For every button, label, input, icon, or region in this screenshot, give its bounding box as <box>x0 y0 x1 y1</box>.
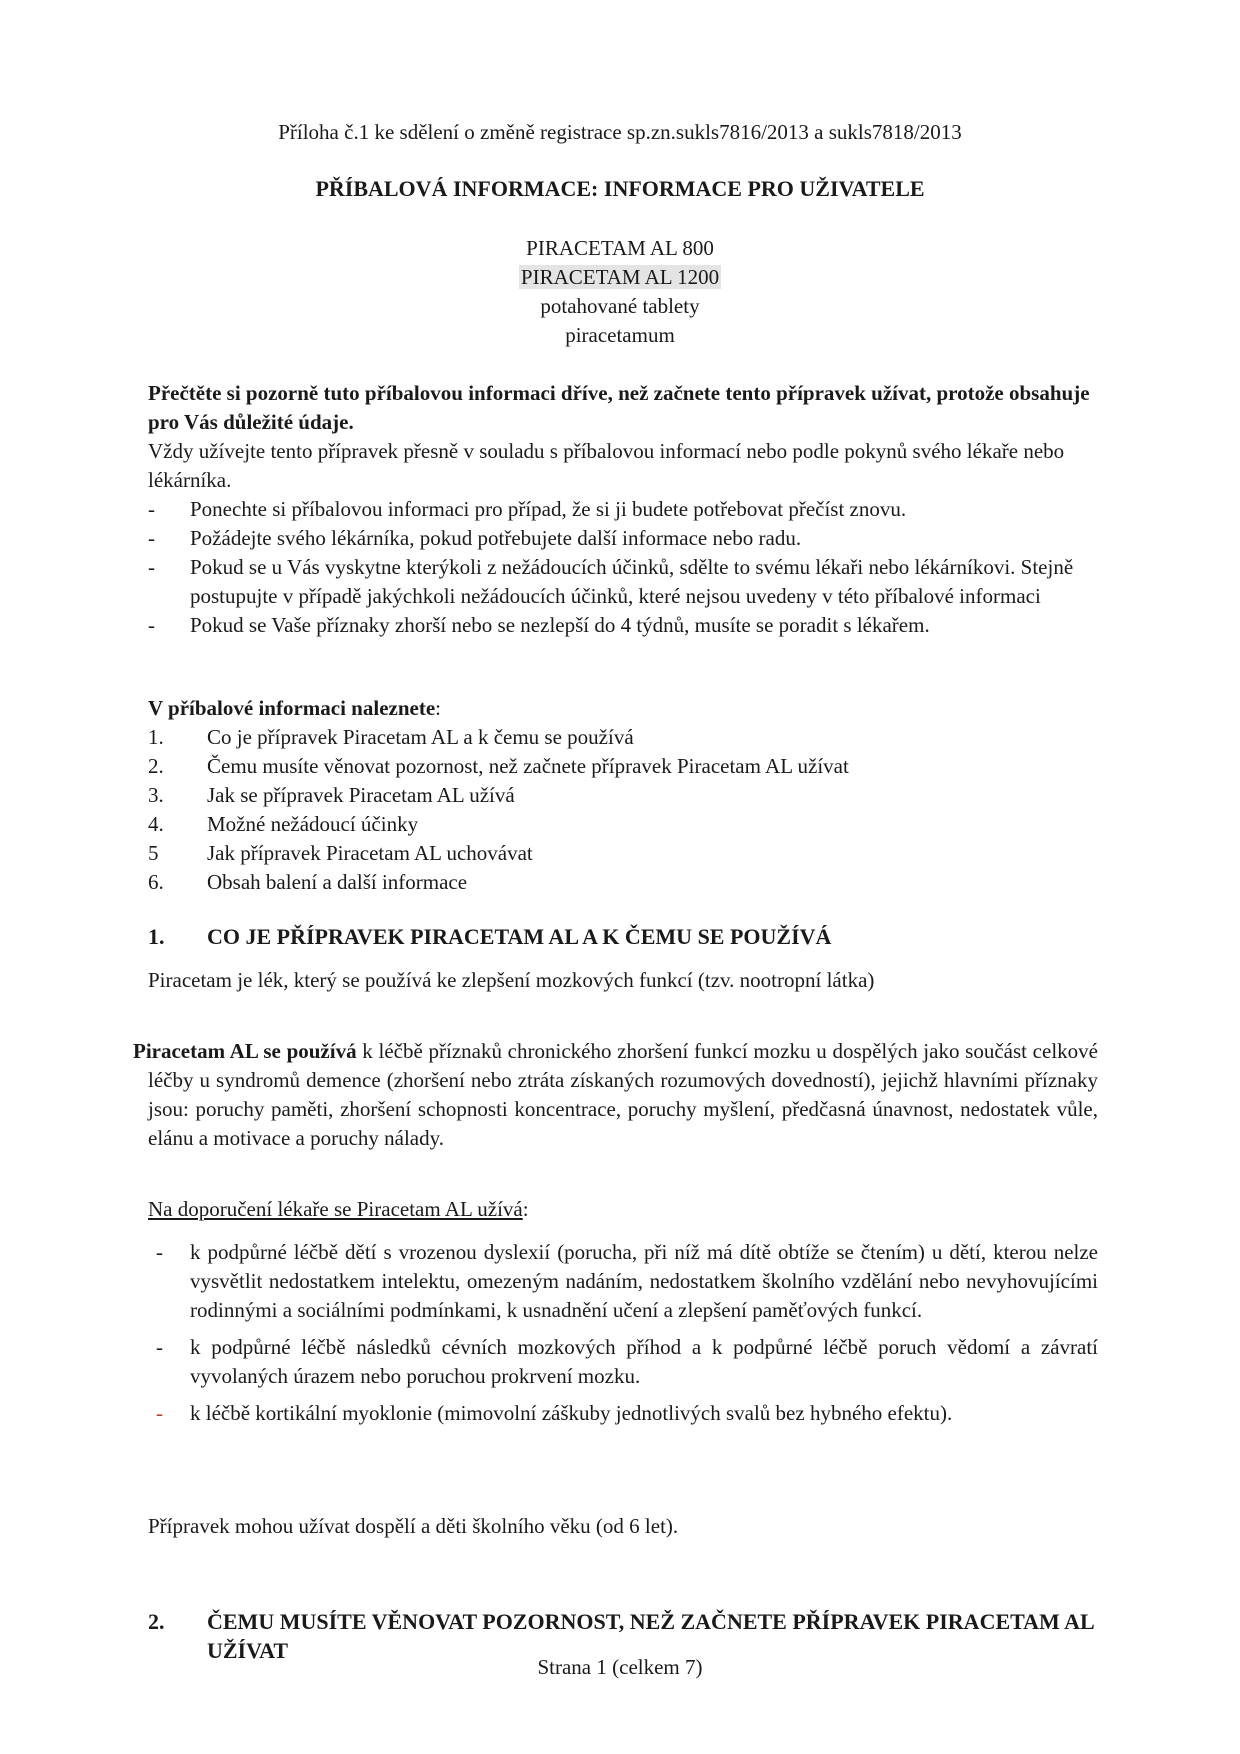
recommendation-bullet: - k podpůrné léčbě následků cévních mozkových příhod a k podpůrné léčbě poruch vědomí a závratí vyvolaných úrazem nebo poruchou prokrvení mozku. <box>156 1335 1098 1388</box>
toc-item: 3. Jak se přípravek Piracetam AL užívá <box>148 783 515 807</box>
recommendation-list <box>148 1238 1098 1428</box>
product-form: potahované tablety <box>540 294 700 318</box>
intro-bullet: - Ponechte si příbalovou informaci pro případ, že si ji budete potřebovat přečíst znovu. <box>148 497 907 521</box>
section-1-usage <box>133 1037 1098 1153</box>
toc-item: 4. Možné nežádoucí účinky <box>148 812 419 836</box>
toc-item: 2. Čemu musíte věnovat pozornost, než začnete přípravek Piracetam AL užívat <box>148 754 849 778</box>
attachment-line: Příloha č.1 ke sdělení o změně registrace sp.zn.sukls7816/2013 a sukls7818/2013 <box>278 120 962 144</box>
intro-instruction: Vždy užívejte tento přípravek přesně v souladu s příbalovou informací nebo podle pokynů svého lékaře nebo lékárníka. <box>148 439 1065 492</box>
age-note: Přípravek mohou užívat dospělí a děti školního věku (od 6 let). <box>148 1514 679 1538</box>
usage-lead: Piracetam AL se používá <box>133 1039 357 1063</box>
intro-warning: Přečtěte si pozorně tuto příbalovou informaci dříve, než začnete tento přípravek užívat, protože obsahuje pro Vás důležité údaje. <box>148 381 1090 434</box>
document-title: PŘÍBALOVÁ INFORMACE: INFORMACE PRO UŽIVATELE <box>315 176 925 201</box>
section-1-heading: 1. CO JE PŘÍPRAVEK PIRACETAM AL A K ČEMU SE POUŽÍVÁ <box>148 924 832 949</box>
section-1-intro: Piracetam je lék, který se používá ke zlepšení mozkových funkcí (tzv. nootropní látka) <box>148 968 875 992</box>
product-block <box>0 234 1240 350</box>
page-number: Strana 1 (celkem 7) <box>537 1655 703 1679</box>
toc-item: 1. Co je přípravek Piracetam AL a k čemu se používá <box>148 725 634 749</box>
recommendation-bullet: - k léčbě kortikální myoklonie (mimovolní záškuby jednotlivých svalů bez hybného efektu). <box>156 1401 953 1425</box>
recommendation-label: Na doporučení lékaře se Piracetam AL užívá: <box>148 1197 529 1221</box>
product-name-800: PIRACETAM AL 800 <box>526 236 714 260</box>
toc-block <box>148 694 1098 897</box>
intro-bullet: - Pokud se Vaše příznaky zhorší nebo se nezlepší do 4 týdnů, musíte se poradit s lékařem. <box>148 613 930 637</box>
toc-heading: V příbalové informaci naleznete: <box>148 696 441 720</box>
product-substance: piracetamum <box>565 323 675 347</box>
intro-block <box>148 379 1098 640</box>
intro-bullet: - Pokud se u Vás vyskytne kterýkoli z nežádoucích účinků, sdělte to svému lékaři nebo lékárníkovi. Stejně postupujte v případě jakýchkoli nežádoucích účinků, které nejsou uvedeny v této příbalové informaci <box>148 555 1074 608</box>
product-name-1200: PIRACETAM AL 1200 <box>520 265 720 289</box>
recommendation-bullet: - k podpůrné léčbě dětí s vrozenou dyslexií (porucha, při níž má dítě obtíže se čtením) u dětí, kterou nelze vysvětlit nedostatkem intelektu, omezeným nadáním, nedostatkem školního vzdělání nebo nevyhovujícími rodinnými a sociálními podmínkami, k usnadnění učení a zlepšení paměťových funkcí. <box>156 1240 1098 1322</box>
toc-item: 6. Obsah balení a další informace <box>148 870 468 894</box>
toc-item: 5 Jak přípravek Piracetam AL uchovávat <box>148 841 533 865</box>
intro-bullet: - Požádejte svého lékárníka, pokud potřebujete další informace nebo radu. <box>148 526 802 550</box>
usage-text: k léčbě příznaků chronického zhoršení funkcí mozku u dospělých jako součást celkové léčby u syndromů demence (zhoršení nebo ztráta získaných rozumových dovedností), jejichž hlavními příznaky jsou: poruchy paměti, zhoršení schopnosti koncentrace, poruchy myšlení, předčasná únavnost, nedostatek vůle, elánu a motivace a poruchy nálady. <box>148 1039 1098 1150</box>
section-2-heading: 2. ČEMU MUSÍTE VĚNOVAT POZORNOST, NEŽ ZAČNETE PŘÍPRAVEK PIRACETAM AL UŽÍVAT <box>148 1609 1094 1663</box>
